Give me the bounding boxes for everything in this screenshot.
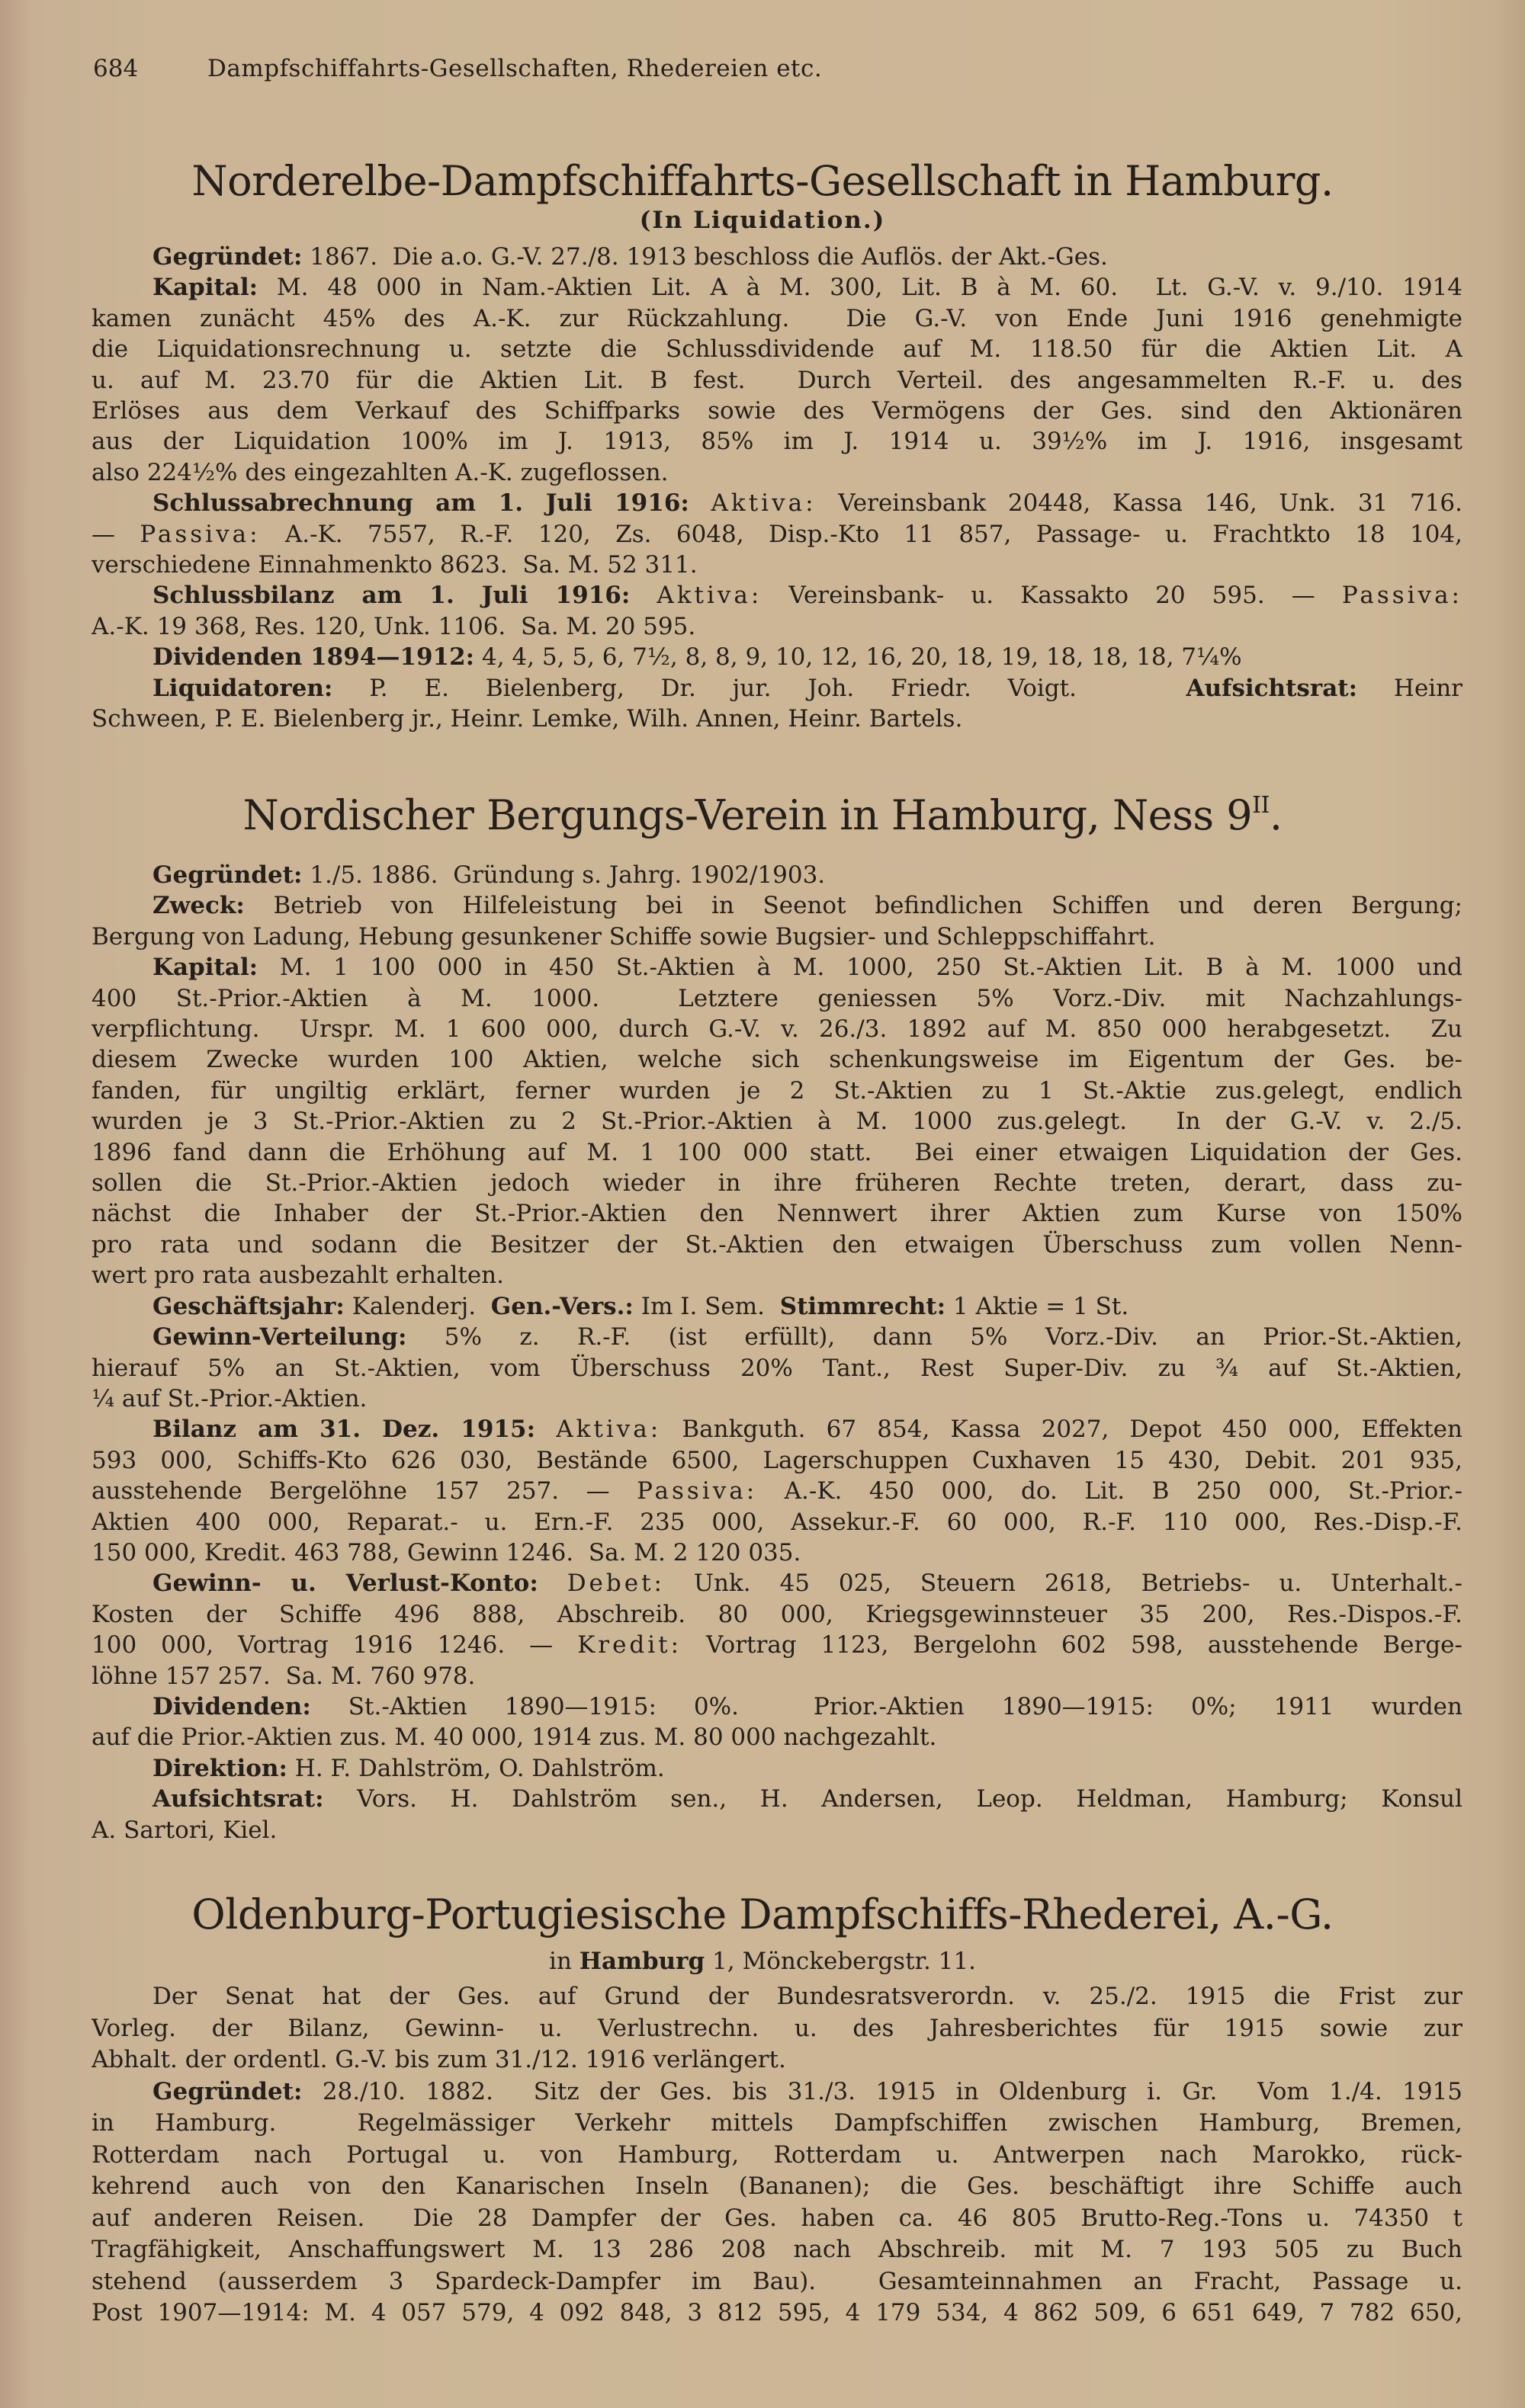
text-line	[92, 242, 1462, 272]
run-in-heading: Gen.-Vers.:	[490, 1292, 634, 1320]
paragraph	[92, 860, 1462, 890]
text-run: auf die Prior.-Aktien zus. M. 40 000, 1914 zus. M. 80 000 nachgezahlt.	[92, 1723, 937, 1752]
text-line	[92, 2076, 1462, 2108]
run-in-heading: Gegründet:	[152, 243, 303, 271]
text-run: also 224½% des eingezahlten A.-K. zugeflossen.	[92, 458, 669, 486]
run-in-heading: Geschäftsjahr:	[152, 1292, 345, 1320]
text-run: verschiedene Einnahmenkto 8623. Sa. M. 52 311.	[92, 551, 698, 579]
text-line	[92, 983, 1462, 1014]
spaced-label: Passiva:	[140, 520, 261, 548]
text-run: die Liquidationsrechnung u. setzte die Schlussdividende auf M. 118.50 für die Aktien Lit. A	[92, 335, 1462, 364]
text-line	[92, 1014, 1462, 1044]
text-run	[535, 1416, 556, 1443]
text-run: kamen zunächt 45% des A.-K. zur Rückzahlung. Die G.-V. von Ende Juni 1916 genehmigte	[92, 304, 1462, 332]
text-run: 1867. Die a.o. G.-V. 27./8. 1913 beschloss die Auflös. der Akt.-Ges.	[302, 243, 1108, 271]
text-line	[92, 1691, 1462, 1722]
text-run: ¼ auf St.-Prior.-Aktien.	[92, 1384, 368, 1412]
text-line	[92, 1476, 1462, 1506]
text-run: ausstehende Bergelöhne 157 257. —	[92, 1477, 637, 1505]
text-run	[538, 1570, 567, 1597]
paragraph	[92, 1691, 1462, 1753]
text-run: 1./5. 1886. Gründung s. Jahrg. 1902/1903.	[302, 861, 826, 889]
run-in-heading: Dividenden:	[152, 1692, 311, 1720]
paragraph	[92, 1981, 1462, 2076]
text-line	[92, 922, 1462, 952]
spaced-label: Aktiva:	[556, 1416, 662, 1444]
run-in-heading: Aufsichtsrat:	[152, 1785, 324, 1813]
text-run: Unk. 45 025, Steuern 2618, Betriebs- u. Unterhalt.-	[665, 1570, 1462, 1598]
text-run: Im I. Sem.	[633, 1292, 780, 1320]
title-superscript: II	[1252, 792, 1270, 819]
text-run: wert pro rata ausbezahlt erhalten.	[92, 1262, 504, 1290]
text-run: stehend (ausserdem 3 Spardeck-Dampfer im Bau). Gesamteinnahmen an Fracht, Passage u.	[92, 2267, 1462, 2295]
text-run: wurden je 3 St.-Prior.-Aktien zu 2 St.-Prior.-Aktien à M. 1000 zus.gelegt. In der G.-V. v. 2./5.	[92, 1108, 1462, 1136]
text-line	[92, 365, 1462, 396]
run-in-heading: Dividenden 1894—1912:	[152, 643, 475, 672]
text-run: 400 St.-Prior.-Aktien à M. 1000. Letztere geniessen 5% Vorz.-Div. mit Nachzahlungs-	[92, 984, 1462, 1012]
text-line	[92, 519, 1462, 550]
run-in-heading: Gewinn-Verteilung:	[152, 1323, 407, 1351]
text-line	[92, 1353, 1462, 1384]
spaced-label: Debet:	[567, 1570, 665, 1598]
text-line	[92, 1198, 1462, 1229]
text-run: Bergung von Ladung, Hebung gesunkener Schiffe sowie Bugsier- und Schleppschiffahrt.	[92, 922, 1156, 951]
paragraph	[92, 242, 1462, 272]
text-line	[92, 2266, 1462, 2298]
text-run: H. F. Dahlström, O. Dahlström.	[287, 1754, 665, 1782]
text-run: Der Senat hat der Ges. auf Grund der Bundesratsverordn. v. 25./2. 1915 die Frist zur	[152, 1983, 1462, 2010]
text-run: kehrend auch von den Kanarischen Inseln (Bananen); die Ges. beschäftigt ihre Schiffe auch	[92, 2172, 1462, 2200]
text-line	[92, 2108, 1462, 2140]
text-run: A.-K. 19 368, Res. 120, Unk. 1106. Sa. M. 20 595.	[92, 612, 696, 640]
text-line	[92, 1630, 1462, 1660]
text-line	[92, 642, 1462, 672]
text-line	[92, 1106, 1462, 1137]
run-in-heading: Gegründet:	[152, 2077, 303, 2105]
text-line	[92, 1384, 1462, 1414]
text-line	[92, 1981, 1462, 2013]
text-run: Vortrag 1123, Bergelohn 602 598, ausstehende Berge-	[682, 1631, 1462, 1659]
title-end: .	[1269, 791, 1283, 839]
text-line	[92, 704, 1462, 734]
section-body-norderelbe	[92, 242, 1462, 735]
text-run: Heinr	[1357, 674, 1462, 702]
text-run: 1896 fand dann die Erhöhung auf M. 1 100 000 statt. Bei einer etwaigen Liquidation der Ges.	[92, 1138, 1462, 1166]
text-line	[92, 1230, 1462, 1260]
text-run: auf anderen Reisen. Die 28 Dampfer der Ges. haben ca. 46 805 Brutto-Reg.-Tons u. 74350 t	[92, 2204, 1462, 2232]
text-run: Tragfähigkeit, Anschaffungswert M. 13 286 208 nach Abschreib. mit M. 7 193 505 zu Buch	[92, 2236, 1462, 2263]
text-line	[92, 860, 1462, 890]
text-line	[92, 1753, 1462, 1784]
text-line	[92, 1815, 1462, 1845]
text-line	[92, 488, 1462, 518]
paragraph	[92, 1322, 1462, 1414]
text-line	[92, 2203, 1462, 2235]
run-in-heading: Gegründet:	[152, 861, 303, 889]
text-line	[92, 1260, 1462, 1291]
spaced-label: Passiva:	[1341, 582, 1462, 610]
text-run: Kalenderj.	[344, 1292, 491, 1320]
text-run: 150 000, Kredit. 463 788, Gewinn 1246. Sa. M. 2 120 035.	[92, 1538, 801, 1566]
paragraph	[92, 2076, 1462, 2329]
text-run: löhne 157 257. Sa. M. 760 978.	[92, 1662, 476, 1690]
paragraph	[92, 1414, 1462, 1568]
text-run: Schween, P. E. Bielenberg jr., Heinr. Lemke, Wilh. Annen, Heinr. Bartels.	[92, 705, 963, 733]
text-line	[92, 580, 1462, 611]
running-title: Dampfschiffahrts-Gesellschaften, Rhedereien etc.	[207, 55, 823, 82]
text-run: Vereinsbank- u. Kassakto 20 595. —	[762, 582, 1342, 610]
text-run: hierauf 5% an St.-Aktien, vom Überschuss 20% Tant., Rest Super-Div. zu ¾ auf St.-Aktien,	[92, 1354, 1462, 1382]
text-run: 100 000, Vortrag 1916 1246. —	[92, 1631, 578, 1659]
running-header	[0, 55, 1525, 88]
text-run: A.-K. 450 000, do. Lit. B 250 000, St.-Prior.-	[757, 1477, 1462, 1505]
section-subtitle-address	[0, 1948, 1525, 1974]
text-run: Bankguth. 67 854, Kassa 2027, Depot 450 000, Effekten	[661, 1416, 1462, 1444]
run-in-heading: Zweck:	[152, 892, 245, 920]
text-line	[92, 2297, 1462, 2329]
spaced-label: Kredit:	[577, 1631, 682, 1659]
text-line	[92, 1291, 1462, 1322]
text-run: aus der Liquidation 100% im J. 1913, 85% im J. 1914 u. 39½% im J. 1916, insgesamt	[92, 428, 1462, 456]
text-line	[92, 2140, 1462, 2172]
text-line	[92, 334, 1462, 364]
text-line	[92, 1044, 1462, 1075]
text-line	[92, 1537, 1462, 1568]
text-run: nächst die Inhaber der St.-Prior.-Aktien den Nennwert ihrer Aktien zum Kurse von 150%	[92, 1200, 1462, 1228]
text-run: in Hamburg. Regelmässiger Verkehr mittels Dampfschiffen zwischen Hamburg, Bremen,	[92, 2109, 1462, 2137]
text-line	[92, 1414, 1462, 1444]
paragraph	[92, 952, 1462, 1291]
text-run: u. auf M. 23.70 für die Aktien Lit. B fest. Durch Verteil. des angesammelten R.-F. u. des	[92, 366, 1462, 394]
text-line	[92, 272, 1462, 303]
text-line	[92, 1137, 1462, 1168]
run-in-heading: Kapital:	[152, 274, 258, 302]
text-line	[92, 1168, 1462, 1198]
text-run: Abhalt. der ordentl. G.-V. bis zum 31./12. 1916 verlängert.	[92, 2046, 786, 2073]
text-run	[630, 582, 657, 609]
text-run	[689, 489, 711, 517]
run-in-heading: Schlussabrechnung am 1. Juli 1916:	[152, 489, 689, 518]
text-run: Erlöses aus dem Verkauf des Schiffparks sowie des Vermögens der Ges. sind den Aktionären	[92, 397, 1462, 425]
section-title-nordischer	[0, 791, 1525, 839]
text-line	[92, 396, 1462, 426]
text-run: —	[92, 520, 140, 548]
run-in-heading: Bilanz am 31. Dez. 1915:	[152, 1416, 536, 1444]
text-run: St.-Aktien 1890—1915: 0%. Prior.-Aktien 1890—1915: 0%; 1911 wurden	[310, 1692, 1462, 1720]
text-run: A. Sartori, Kiel.	[92, 1816, 278, 1844]
paragraph	[92, 1568, 1462, 1691]
section-body-nordischer	[92, 860, 1462, 1845]
text-run: verpflichtung. Urspr. M. 1 600 000, durch G.-V. v. 26./3. 1892 auf M. 850 000 herabgesetzt. Zu	[92, 1015, 1462, 1044]
paragraph	[92, 272, 1462, 488]
text-line	[92, 1568, 1462, 1598]
run-in-heading: Aufsichtsrat:	[1186, 674, 1358, 702]
paragraph	[92, 1753, 1462, 1784]
text-line	[92, 1076, 1462, 1106]
text-run: Vereinsbank 20448, Kassa 146, Unk. 31 716.	[816, 489, 1462, 518]
run-in-heading: Direktion:	[152, 1754, 287, 1782]
text-run: Betrieb von Hilfeleistung bei in Seenot befindlichen Schiffen und deren Bergung;	[244, 892, 1462, 920]
paragraph	[92, 890, 1462, 952]
spaced-label: Passiva:	[637, 1477, 758, 1505]
text-line	[92, 890, 1462, 921]
run-in-heading: Kapital:	[152, 954, 258, 982]
text-run: M. 48 000 in Nam.-Aktien Lit. A à M. 300, Lit. B à M. 60. Lt. G.-V. v. 9./10. 1914	[258, 274, 1462, 302]
address-prefix: in	[549, 1948, 580, 1975]
paragraph	[92, 673, 1462, 735]
text-run: Kosten der Schiffe 496 888, Abschreib. 80 000, Kriegsgewinnsteuer 35 200, Res.-Dispos.-F.	[92, 1600, 1462, 1628]
spaced-label: Aktiva:	[657, 582, 762, 610]
paragraph	[92, 580, 1462, 642]
run-in-heading: Stimmrecht:	[779, 1292, 946, 1320]
text-run: fanden, für ungiltig erklärt, ferner wurden je 2 St.-Aktien zu 1 St.-Aktie zus.gelegt, endlich	[92, 1076, 1462, 1105]
text-line	[92, 1507, 1462, 1537]
address-city: Hamburg	[579, 1948, 705, 1975]
paragraph	[92, 1784, 1462, 1845]
address-street: 1, Mönckebergstr. 11.	[705, 1948, 976, 1975]
text-line	[92, 1784, 1462, 1814]
section-body-oldenburg	[92, 1981, 1462, 2329]
text-run: 4, 4, 5, 5, 6, 7½, 8, 8, 9, 10, 12, 16, 20, 18, 19, 18, 18, 18, 7¼%	[474, 643, 1242, 672]
text-run: M. 1 100 000 in 450 St.-Aktien à M. 1000, 250 St.-Aktien Lit. B à M. 1000 und	[258, 954, 1462, 982]
text-line	[92, 2044, 1462, 2076]
spaced-label: Aktiva:	[711, 489, 817, 518]
text-run: 28./10. 1882. Sitz der Ges. bis 31./3. 1915 in Oldenburg i. Gr. Vom 1./4. 1915	[302, 2077, 1462, 2105]
page-number: 684	[93, 55, 139, 82]
text-run: Rotterdam nach Portugal u. von Hamburg, Rotterdam u. Antwerpen nach Marokko, rück-	[92, 2140, 1462, 2169]
text-line	[92, 303, 1462, 334]
text-line	[92, 1322, 1462, 1352]
section-subtitle-liquidation: (In Liquidation.)	[639, 207, 886, 234]
text-run: P. E. Bielenberg, Dr. jur. Joh. Friedr. Voigt.	[332, 674, 1186, 702]
text-line	[92, 2013, 1462, 2045]
text-line	[92, 1722, 1462, 1752]
text-run: pro rata und sodann die Besitzer der St.-Aktien den etwaigen Überschuss zum vollen Nenn-	[92, 1230, 1462, 1259]
paragraph	[92, 488, 1462, 580]
paragraph	[92, 1291, 1462, 1322]
text-run: Vors. H. Dahlström sen., H. Andersen, Leop. Heldman, Hamburg; Konsul	[323, 1785, 1462, 1813]
text-run: sollen die St.-Prior.-Aktien jedoch wieder in ihre früheren Rechte treten, derart, dass zu-	[92, 1169, 1462, 1198]
text-run: 1 Aktie = 1 St.	[946, 1292, 1129, 1320]
text-run: A.-K. 7557, R.-F. 120, Zs. 6048, Disp.-Kto 11 857, Passage- u. Frachtkto 18 104,	[260, 520, 1462, 548]
run-in-heading: Schlussbilanz am 1. Juli 1916:	[152, 582, 631, 610]
section-title-norderelbe: Norderelbe-Dampfschiffahrts-Gesellschaft in Hamburg.	[191, 157, 1334, 205]
text-run: Post 1907—1914: M. 4 057 579, 4 092 848, 3 812 595, 4 179 534, 4 862 509, 6 651 649, 7 782 650,	[92, 2299, 1462, 2326]
run-in-heading: Gewinn- u. Verlust-Konto:	[152, 1570, 538, 1598]
text-line	[92, 952, 1462, 983]
text-line	[92, 2234, 1462, 2266]
text-line	[92, 2171, 1462, 2203]
text-line	[92, 426, 1462, 457]
text-line	[92, 550, 1462, 580]
run-in-heading: Liquidatoren:	[152, 674, 333, 702]
paragraph	[92, 642, 1462, 672]
text-run: Vorleg. der Bilanz, Gewinn- u. Verlustrechn. u. des Jahresberichtes für 1915 sowie zur	[92, 2014, 1462, 2042]
text-line	[92, 673, 1462, 704]
text-line	[92, 1661, 1462, 1691]
text-run: diesem Zwecke wurden 100 Aktien, welche sich schenkungsweise im Eigentum der Ges. be-	[92, 1046, 1462, 1074]
title-text: Nordischer Bergungs-Verein in Hamburg, Ness 9	[242, 791, 1253, 839]
text-line	[92, 457, 1462, 488]
text-run: 593 000, Schiffs-Kto 626 030, Bestände 6500, Lagerschuppen Cuxhaven 15 430, Debit. 201 935,	[92, 1446, 1462, 1474]
text-line	[92, 1599, 1462, 1630]
section-title-oldenburg: Oldenburg-Portugiesische Dampfschiffs-Rhederei, A.-G.	[191, 1890, 1334, 1938]
text-line	[92, 1445, 1462, 1476]
text-run: 5% z. R.-F. (ist erfüllt), dann 5% Vorz.-Div. an Prior.-St.-Aktien,	[406, 1323, 1462, 1351]
text-run: Aktien 400 000, Reparat.- u. Ern.-F. 235 000, Assekur.-F. 60 000, R.-F. 110 000, Res.-Disp.-F.	[92, 1508, 1462, 1536]
text-line	[92, 611, 1462, 642]
